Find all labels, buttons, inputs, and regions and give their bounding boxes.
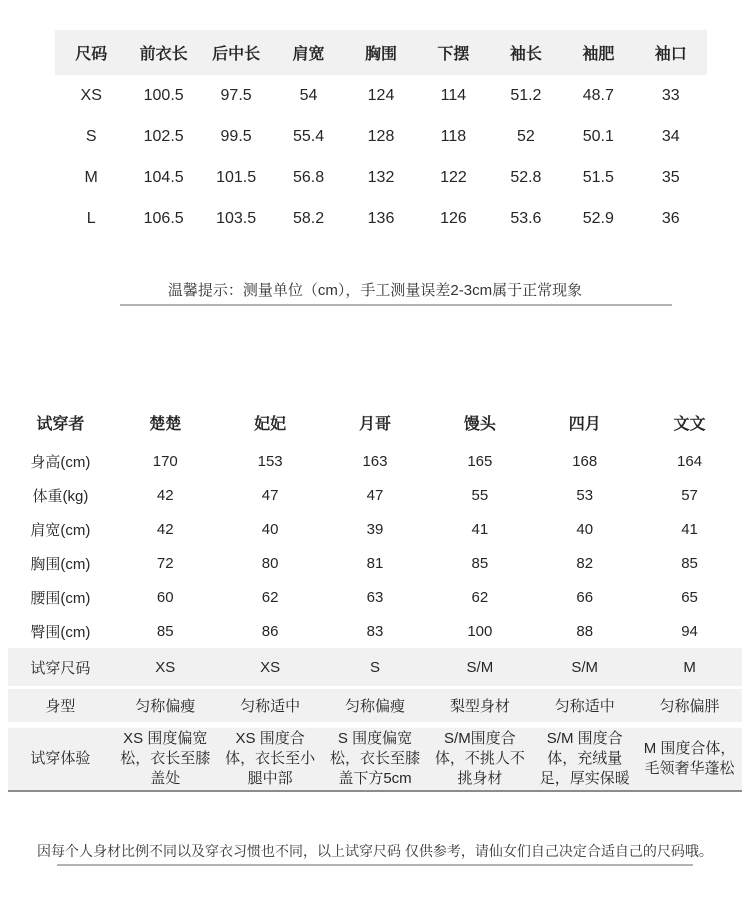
fit-table-cell: S 围度偏宽松，衣长至膝盖下方5cm: [329, 730, 420, 787]
fit-table: [8, 400, 742, 792]
size-table-cell: 56.8: [292, 168, 325, 186]
size-table-cell: 122: [440, 168, 467, 186]
size-table-cell: 51.2: [510, 86, 542, 104]
fit-table-row-experience: [8, 728, 742, 790]
fit-table-cell: 94: [681, 622, 698, 640]
fit-table-row-waist: [8, 580, 742, 614]
size-table-cell: 103.5: [216, 209, 257, 227]
fit-table-cell: 匀称偏瘦: [135, 698, 196, 715]
fit-table-row-label: 试穿尺码: [30, 659, 91, 677]
size-table-cell: M: [84, 168, 98, 186]
size-table-row-s: [55, 116, 707, 157]
size-table-cell: 101.5: [216, 168, 257, 186]
fit-table-bottom-border: [8, 790, 742, 792]
size-table-header-cell: 袖肥: [582, 46, 615, 63]
fit-table-cell: 梨型身材: [449, 698, 510, 715]
fit-table-cell: 42: [156, 486, 174, 504]
fit-table-cell: 62: [471, 588, 489, 606]
fit-table-cell: 60: [156, 588, 174, 606]
fit-table-cell: 57: [681, 486, 698, 504]
fit-table-row-shoulder: [8, 512, 742, 546]
fit-table-row-weight: [8, 478, 742, 512]
fit-table-cell: 163: [362, 452, 388, 470]
size-table-row-m: [55, 157, 707, 198]
fit-table-cell: 88: [576, 622, 594, 640]
fit-table-cell: 72: [156, 554, 174, 572]
fit-table-cell: S: [369, 658, 380, 676]
fit-table-cell: 83: [366, 622, 384, 640]
fit-table-cell: 85: [471, 554, 489, 572]
size-table-header-cell: 尺码: [75, 46, 108, 63]
size-table-cell: 52.8: [510, 168, 542, 186]
size-table-header-cell: 肩宽: [292, 46, 325, 63]
size-table-row-l: [55, 198, 707, 239]
fit-table-cell: 55: [471, 486, 489, 504]
fit-table-cell: 53: [576, 486, 594, 504]
fit-table-cell: S/M 围度合体，充绒量足，厚实保暖: [539, 730, 630, 787]
fit-table-cell: 匀称偏瘦: [344, 698, 405, 715]
fit-table-cell: S/M围度合体，不挑人不挑身材: [434, 730, 525, 787]
fit-table-cell: XS 围度合体，衣长至小腿中部: [225, 730, 316, 787]
fit-table-cell: 100: [467, 622, 493, 640]
size-table-cell: 34: [661, 127, 680, 145]
size-table-cell: 104.5: [143, 168, 184, 186]
size-table-cell: 114: [440, 86, 467, 104]
fit-table-header-cell: 月哥: [358, 415, 391, 433]
fit-table-cell: 164: [677, 452, 703, 470]
fit-table-cell: S/M: [571, 658, 599, 676]
fit-table-cell: 40: [576, 520, 594, 538]
size-table-header-cell: 胸围: [364, 46, 397, 63]
size-table-cell: 97.5: [220, 86, 252, 104]
fit-table-cell: 85: [681, 554, 698, 572]
fit-table-cell: 86: [261, 622, 279, 640]
fit-table-cell: 匀称适中: [554, 698, 615, 715]
size-table-header-cell: 后中长: [212, 46, 261, 63]
fit-table-row-label: 身高(cm): [30, 453, 91, 471]
fit-table-row-label: 肩宽(cm): [30, 521, 91, 539]
size-table-cell: 52.9: [582, 209, 614, 227]
fit-table-header-cell: 文文: [673, 415, 706, 433]
size-table-header-cell: 前衣长: [139, 46, 188, 63]
fit-table-row-tried-size: [8, 648, 742, 686]
size-table-cell: 52: [516, 127, 535, 145]
fit-table-cell: 41: [471, 520, 489, 538]
fit-table-cell: 85: [156, 622, 174, 640]
size-table-row-xs: [55, 75, 707, 116]
fit-table-cell: 47: [261, 486, 279, 504]
size-table-cell: 128: [367, 127, 395, 145]
size-table-cell: L: [86, 209, 96, 227]
fit-table-cell: XS: [260, 658, 281, 676]
fit-table-cell: 66: [576, 588, 594, 606]
fit-table-row-label: 体重(kg): [32, 487, 89, 505]
fit-table-cell: 65: [681, 588, 698, 606]
size-table: [55, 30, 707, 239]
fit-table-header-cell: 楚楚: [149, 415, 182, 433]
fit-table-header-cell: 妃妃: [254, 415, 287, 433]
size-table-cell: 33: [661, 86, 680, 104]
fit-table-row-label: 腰围(cm): [30, 589, 91, 607]
fit-table-cell: 170: [152, 452, 178, 470]
fit-table-cell: 80: [261, 554, 279, 572]
fit-table-cell: 39: [366, 520, 384, 538]
fit-table-header-cell: 四月: [568, 415, 601, 433]
fit-table-cell: 63: [366, 588, 384, 606]
fit-table-cell: 匀称适中: [240, 698, 301, 715]
size-table-cell: 36: [661, 209, 680, 227]
fit-table-header-cell: 馒头: [463, 415, 496, 433]
size-table-cell: S: [85, 127, 97, 145]
fit-table-cell: S/M: [466, 658, 494, 676]
size-table-cell: 54: [299, 86, 318, 104]
size-table-header-row: [55, 30, 707, 75]
size-table-header-cell: 袖长: [509, 46, 542, 63]
fit-table-cell: 62: [261, 588, 279, 606]
disclaimer-note: 因每个人身材比例不同以及穿衣习惯也不同，以上试穿尺码 仅供参考，请仙女们自己决定合适自己的尺码哦。: [37, 843, 713, 859]
fit-table-cell: 165: [467, 452, 493, 470]
fit-table-cell: 匀称偏胖: [659, 698, 720, 715]
size-table-header-cell: 下摆: [437, 46, 470, 63]
fit-table-row-bust: [8, 546, 742, 580]
tip-divider: [120, 304, 672, 306]
fit-table-cell: 81: [366, 554, 384, 572]
fit-table-cell: 153: [257, 452, 283, 470]
fit-table-cell: 82: [576, 554, 594, 572]
fit-table-cell: 40: [261, 520, 279, 538]
size-table-cell: XS: [80, 86, 102, 104]
fit-table-cell: 41: [681, 520, 698, 538]
fit-table-cell: 42: [156, 520, 174, 538]
size-table-cell: 118: [440, 127, 467, 145]
size-table-cell: 102.5: [143, 127, 184, 145]
fit-table-row-hip: [8, 614, 742, 648]
size-table-cell: 55.4: [292, 127, 325, 145]
size-table-cell: 35: [661, 168, 680, 186]
fit-table-row-label: 臀围(cm): [30, 623, 91, 641]
fit-table-cell: M: [683, 658, 696, 676]
size-table-cell: 106.5: [143, 209, 184, 227]
fit-table-cell: XS 围度偏宽松，衣长至膝盖处: [120, 730, 211, 787]
size-table-cell: 124: [367, 86, 395, 104]
fit-table-row-body-shape: [8, 689, 742, 722]
size-table-header-cell: 袖口: [654, 46, 687, 63]
size-table-cell: 51.5: [582, 168, 614, 186]
fit-table-cell: 47: [366, 486, 384, 504]
fit-table-cell: XS: [155, 658, 176, 676]
size-table-cell: 58.2: [292, 209, 325, 227]
measurement-tip-text: 温馨提示：测量单位（cm），手工测量误差2-3cm属于正常现象: [167, 282, 583, 299]
fit-table-row-height: [8, 444, 742, 478]
fit-table-row-label: 胸围(cm): [30, 555, 91, 573]
size-table-cell: 53.6: [510, 209, 542, 227]
fit-table-cell: M 围度合体，毛领奢华蓬松: [643, 740, 736, 777]
size-table-cell: 136: [367, 209, 395, 227]
bottom-divider: [57, 864, 693, 866]
fit-table-header-row: [8, 400, 742, 444]
size-table-cell: 100.5: [143, 86, 184, 104]
fit-table-row-label: 试穿体验: [30, 750, 91, 768]
fit-table-row-label: 身型: [45, 698, 76, 715]
size-table-cell: 99.5: [220, 127, 252, 145]
fit-table-cell: 168: [572, 452, 598, 470]
size-table-cell: 48.7: [582, 86, 614, 104]
fit-table-header-cell: 试穿者: [36, 415, 85, 433]
size-table-cell: 126: [440, 209, 467, 227]
size-table-cell: 132: [367, 168, 395, 186]
size-table-cell: 50.1: [582, 127, 614, 145]
